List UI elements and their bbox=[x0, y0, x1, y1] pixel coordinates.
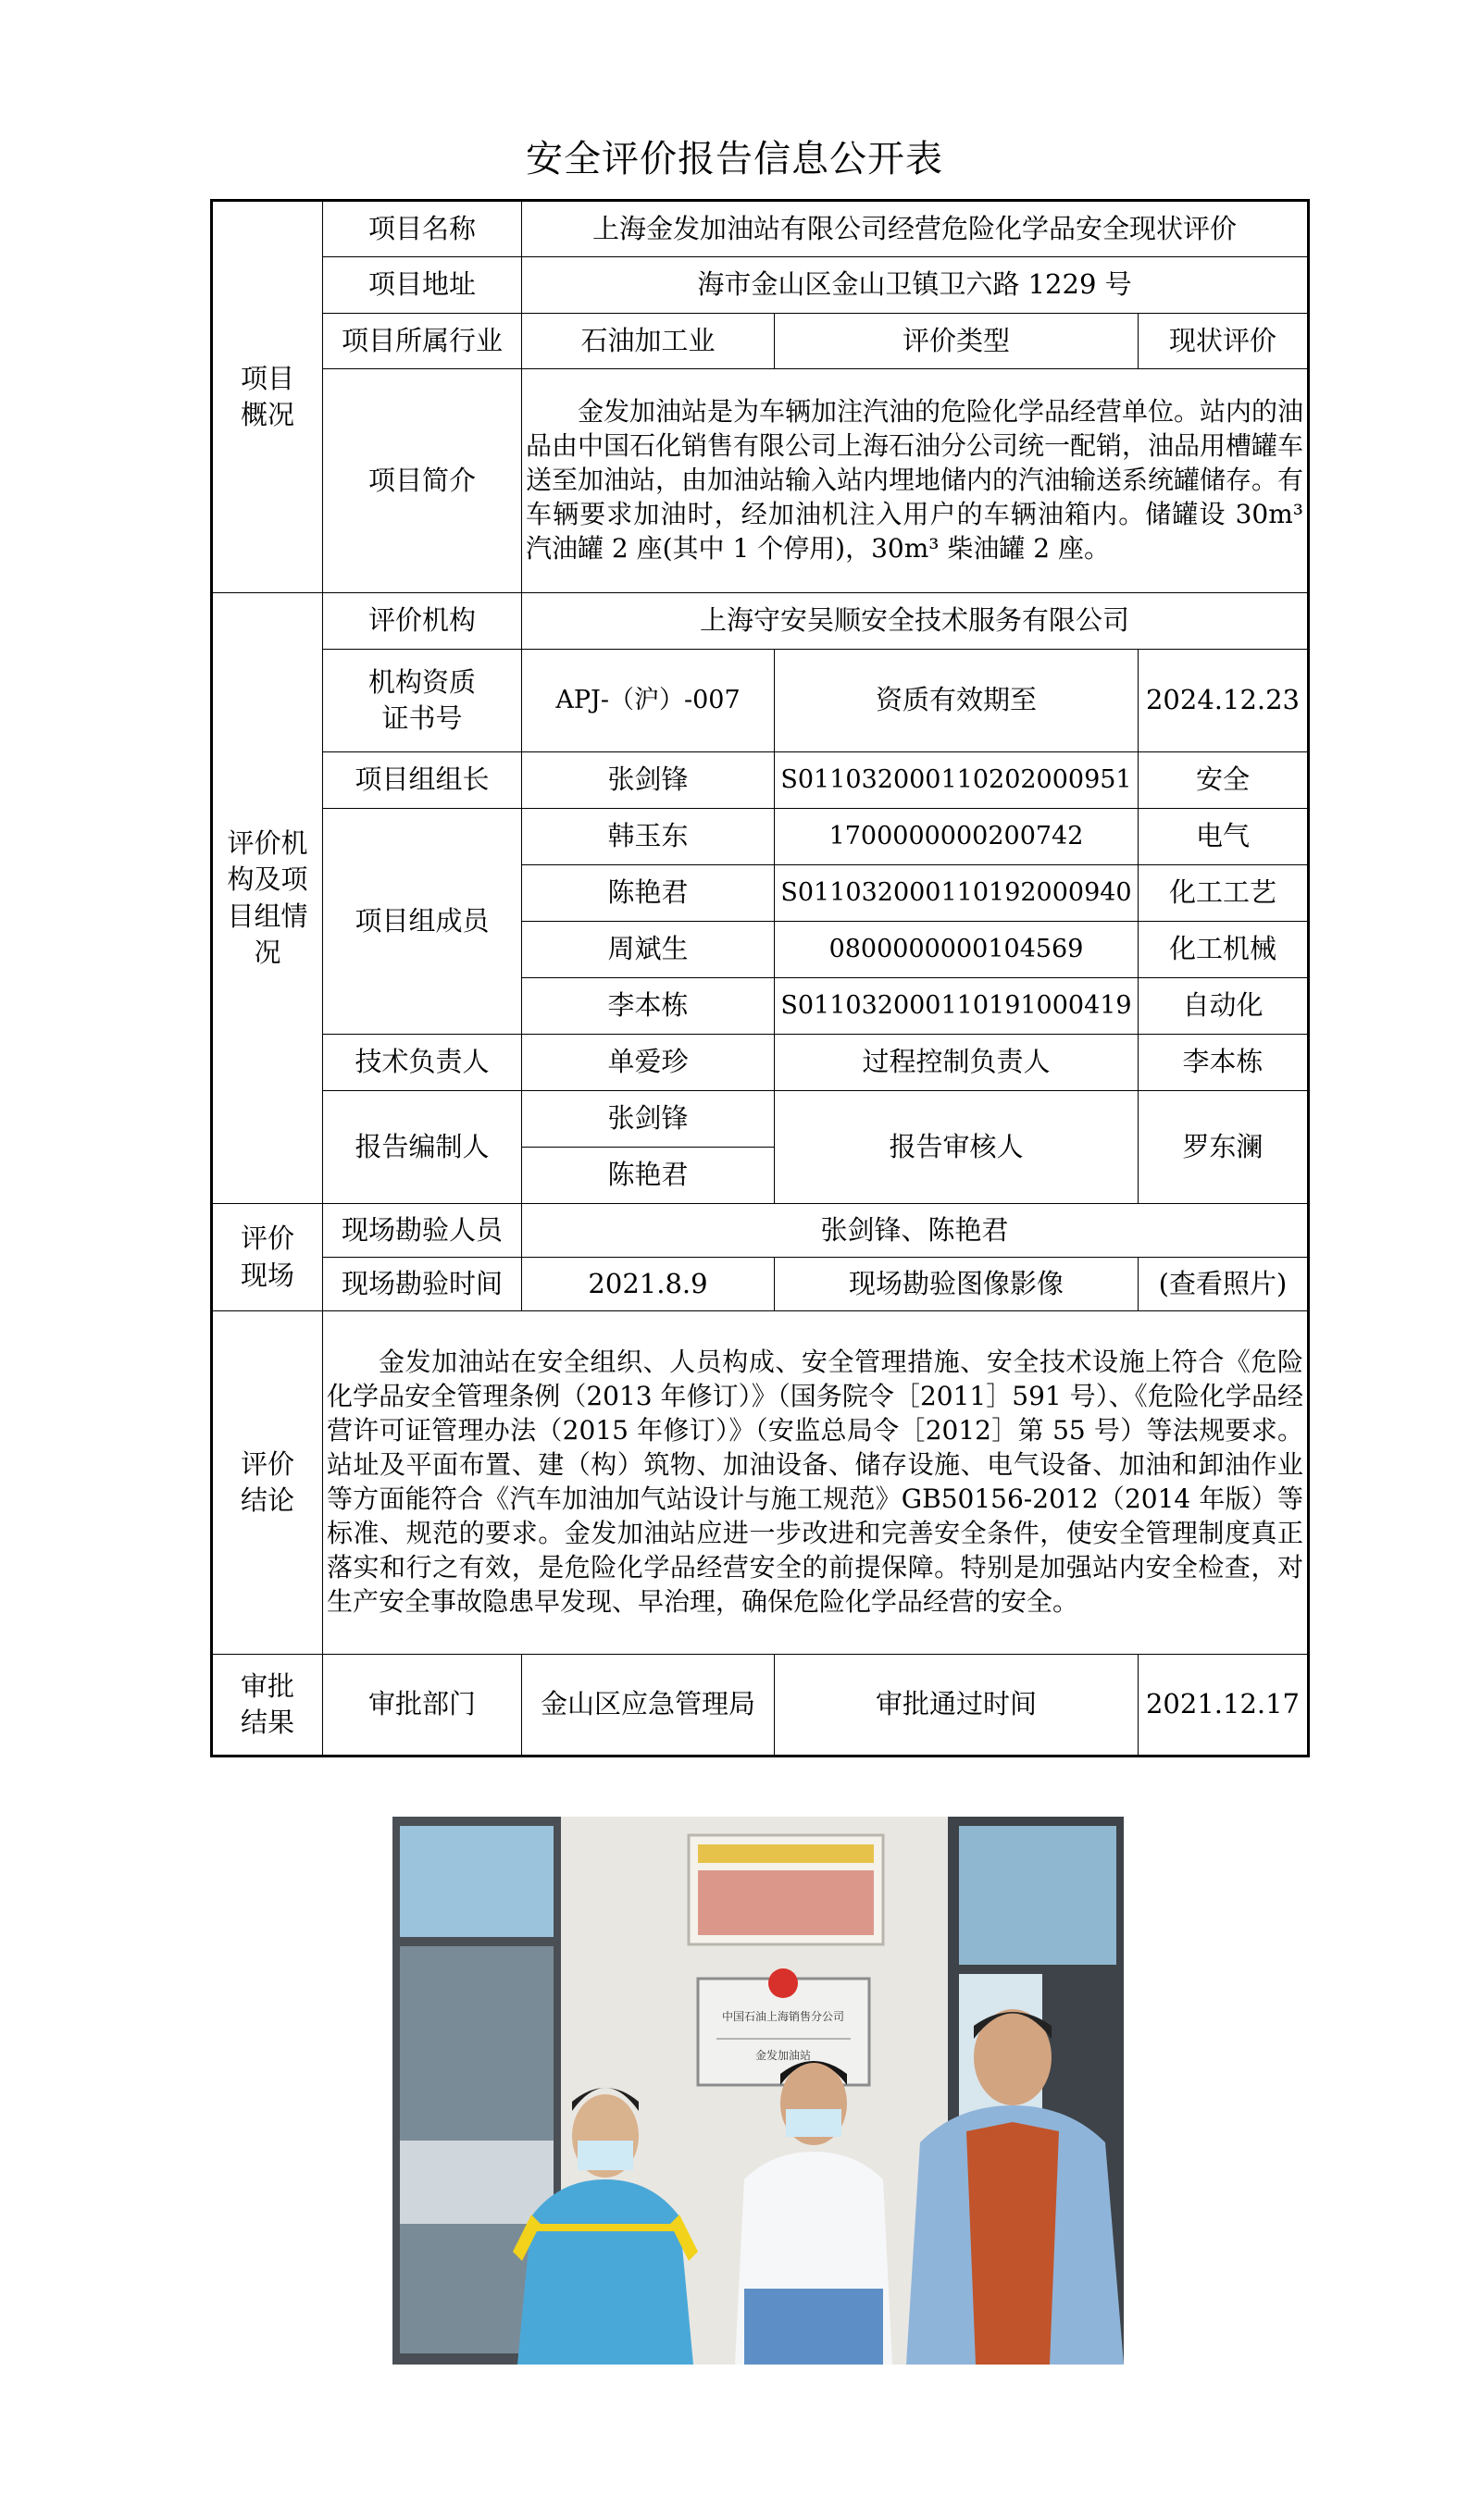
editor-label: 报告编制人 bbox=[323, 1091, 522, 1204]
members-label: 项目组成员 bbox=[323, 809, 522, 1035]
industry-value: 石油加工业 bbox=[522, 314, 775, 369]
project-intro: 金发加油站是为车辆加注汽油的危险化学品经营单位。站内的油品由中国石化销售有限公司上海石油分公司统一配销，油品用槽罐车送至加油站，由加油站输入站内埋地储内的汽油输送系统罐储存。有车辆要求加油时，经加油机注入用户的车辆油箱内。储罐设 30m³ 汽油罐 2 座(其中 1 个停用)，30m³ 柴油罐 2 座。 bbox=[522, 369, 1309, 593]
project-name-label: 项目名称 bbox=[323, 201, 522, 257]
agency-value: 上海守安吴顺安全技术服务有限公司 bbox=[522, 593, 1309, 650]
member-name: 李本栋 bbox=[522, 978, 775, 1035]
approval-time-value: 2021.12.17 bbox=[1139, 1655, 1309, 1757]
section-conclusion: 评价 结论 bbox=[212, 1311, 323, 1655]
tech-label: 技术负责人 bbox=[323, 1035, 522, 1091]
eval-type-value: 现状评价 bbox=[1139, 314, 1309, 369]
approval-dept-value: 金山区应急管理局 bbox=[522, 1655, 775, 1757]
inspectors-label: 现场勘验人员 bbox=[323, 1204, 522, 1258]
page-title: 安全评价报告信息公开表 bbox=[526, 138, 943, 180]
section-org: 评价机 构及项 目组情 况 bbox=[212, 593, 323, 1204]
member-field: 化工工艺 bbox=[1139, 865, 1309, 922]
site-photo bbox=[392, 1817, 1124, 2365]
view-photo-link[interactable]: (查看照片) bbox=[1139, 1258, 1309, 1311]
member-id: S011032000110191000419 bbox=[775, 978, 1139, 1035]
member-field: 化工机械 bbox=[1139, 922, 1309, 978]
project-address-label: 项目地址 bbox=[323, 257, 522, 314]
project-name: 上海金发加油站有限公司经营危险化学品安全现状评价 bbox=[522, 201, 1309, 257]
photo-sign-company: 中国石油上海销售分公司 bbox=[721, 2010, 845, 2023]
site-time-value: 2021.8.9 bbox=[522, 1258, 775, 1311]
editor-name: 张剑锋 bbox=[522, 1091, 775, 1148]
leader-field: 安全 bbox=[1139, 752, 1309, 809]
reviewer-label: 报告审核人 bbox=[775, 1091, 1139, 1204]
member-id: 0800000000104569 bbox=[775, 922, 1139, 978]
agency-label: 评价机构 bbox=[323, 593, 522, 650]
photo-sign-station: 金发加油站 bbox=[754, 2049, 812, 2062]
eval-type-label: 评价类型 bbox=[775, 314, 1139, 369]
section-site: 评价 现场 bbox=[212, 1204, 323, 1311]
valid-label: 资质有效期至 bbox=[775, 650, 1139, 752]
approval-time-label: 审批通过时间 bbox=[775, 1655, 1139, 1757]
process-label: 过程控制负责人 bbox=[775, 1035, 1139, 1091]
reviewer-value: 罗东澜 bbox=[1139, 1091, 1309, 1204]
project-address: 海市金山区金山卫镇卫六路 1229 号 bbox=[522, 257, 1309, 314]
member-id: 1700000000200742 bbox=[775, 809, 1139, 865]
member-name: 周斌生 bbox=[522, 922, 775, 978]
member-name: 陈艳君 bbox=[522, 865, 775, 922]
section-overview: 项目 概况 bbox=[212, 201, 323, 593]
member-name: 韩玉东 bbox=[522, 809, 775, 865]
site-time-label: 现场勘验时间 bbox=[323, 1258, 522, 1311]
tech-value: 单爱珍 bbox=[522, 1035, 775, 1091]
approval-dept-label: 审批部门 bbox=[323, 1655, 522, 1757]
cert-value: APJ-（沪）-007 bbox=[522, 650, 775, 752]
valid-value: 2024.12.23 bbox=[1139, 650, 1309, 752]
process-value: 李本栋 bbox=[1139, 1035, 1309, 1091]
info-table bbox=[210, 199, 1310, 1757]
member-field: 自动化 bbox=[1139, 978, 1309, 1035]
cert-label: 机构资质 证书号 bbox=[323, 650, 522, 752]
member-id: S011032000110192000940 bbox=[775, 865, 1139, 922]
section-approval: 审批 结果 bbox=[212, 1655, 323, 1757]
inspectors-value: 张剑锋、陈艳君 bbox=[522, 1204, 1309, 1258]
leader-name: 张剑锋 bbox=[522, 752, 775, 809]
project-intro-label: 项目简介 bbox=[323, 369, 522, 593]
leader-label: 项目组组长 bbox=[323, 752, 522, 809]
conclusion-text: 金发加油站在安全组织、人员构成、安全管理措施、安全技术设施上符合《危险化学品安全管理条例（2013 年修订）》（国务院令［2011］591 号）、《危险化学品经营许可证管理办法（2015 年修订）》（安监总局令［2012］第 55 号）等法规要求。站址及平面布置、建（构）筑物、加油设备、储存设施、电气设备、加油和卸油作业等方面能符合《汽车加油加气站设计与施工规范》GB50156-2012（2014 年版）等标准、规范的要求。金发加油站应进一步改进和完善安全条件，使安全管理制度真正落实和行之有效，是危险化学品经营安全的前提保障。特别是加强站内安全检查，对生产安全事故隐患早发现、早治理，确保危险化学品经营的安全。 bbox=[323, 1311, 1309, 1655]
industry-label: 项目所属行业 bbox=[323, 314, 522, 369]
leader-id: S011032000110202000951 bbox=[775, 752, 1139, 809]
member-field: 电气 bbox=[1139, 809, 1309, 865]
editor-name: 陈艳君 bbox=[522, 1148, 775, 1204]
site-image-label: 现场勘验图像影像 bbox=[775, 1258, 1139, 1311]
